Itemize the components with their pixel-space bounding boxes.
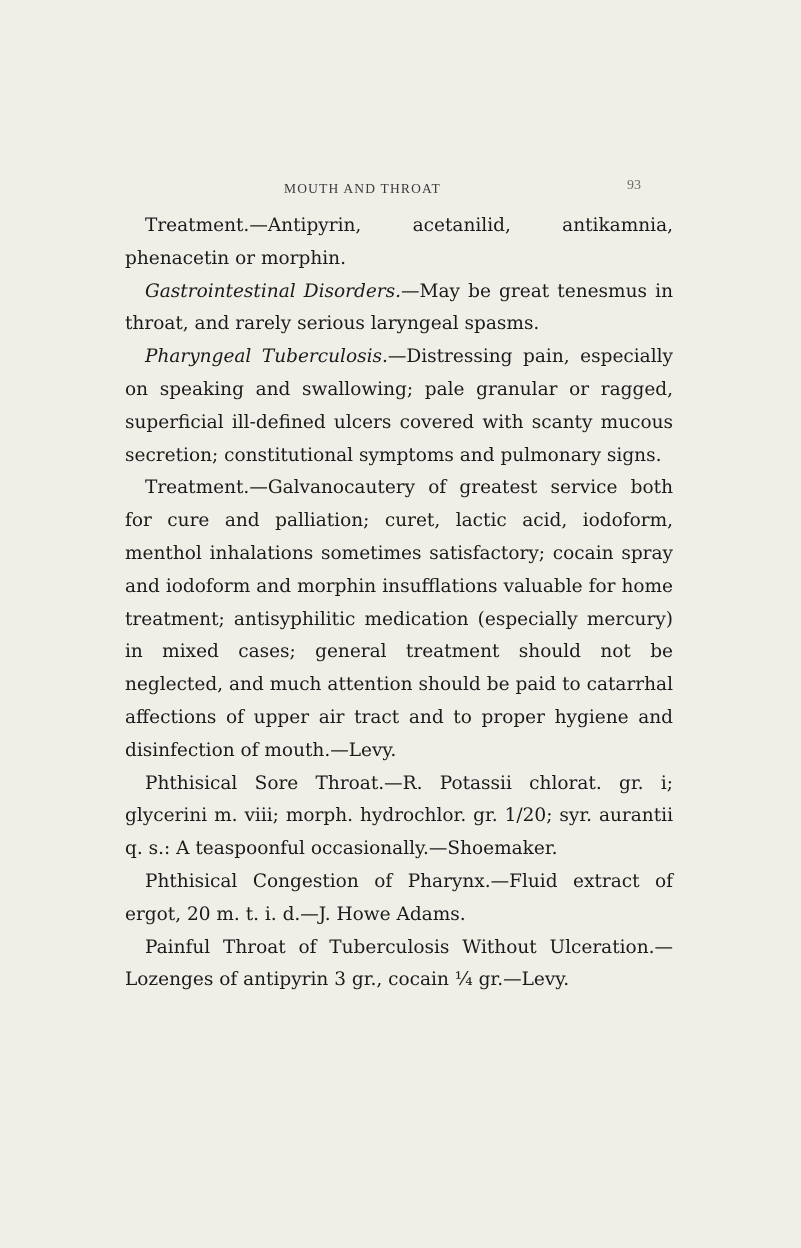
running-title: MOUTH AND THROAT bbox=[284, 181, 441, 196]
paragraph-text: Painful Throat of Tuberculosis Without Ulceration.—Lozenges of antipyrin 3 gr., cocain ¼ gr.—Levy. bbox=[125, 936, 673, 991]
paragraph-text: Phthisical Congestion of Pharynx.—Fluid extract of ergot, 20 m. t. i. d.—J. Howe Adams. bbox=[125, 870, 673, 925]
paragraph-text: —Distressing pain, especially on speaking and swallowing; pale granular or ragged, superficial ill-defined ulcers covered with scanty mucous secretion; constitutional symptoms and pulmonary signs. bbox=[125, 346, 673, 466]
paragraph-gastrointestinal bbox=[125, 276, 673, 342]
paragraph-text: Treatment.—Galvanocautery of greatest service both for cure and palliation; curet, lactic acid, iodoform, menthol inhalations sometimes satisfactory; cocain spray and iodoform and morphin insufflations valuable for home treatment; antisyphilitic medication (especially mercury) in mixed cases; general treatment should not be neglected, and much attention should be paid to catarrhal affections of upper air tract and to proper hygiene and disinfection of mouth.—Levy. bbox=[125, 477, 673, 761]
paragraph-treatment-2 bbox=[125, 472, 673, 767]
paragraph-phthisical-congestion bbox=[125, 866, 673, 932]
paragraph-heading: Gastrointestinal Disorders. bbox=[145, 280, 402, 302]
paragraph-painful-throat bbox=[125, 932, 673, 998]
body-text bbox=[125, 210, 673, 997]
paragraph-text: Phthisical Sore Throat.—R. Potassii chlorat. gr. i; glycerini m. viii; morph. hydrochlor. gr. 1/20; syr. aurantii q. s.: A teaspoonful occasionally.—Shoemaker. bbox=[125, 772, 673, 860]
paragraph-pharyngeal-tuberculosis bbox=[125, 341, 673, 472]
paragraph-text: —May be great tenesmus in throat, and rarely serious laryngeal spasms. bbox=[125, 280, 673, 335]
paragraph-heading: Pharyngeal Tuberculosis. bbox=[145, 346, 388, 368]
paragraph-phthisical-sore-throat bbox=[125, 768, 673, 866]
paragraph-text: Treatment.—Antipyrin, acetanilid, antikamnia, phenacetin or morphin. bbox=[125, 215, 673, 269]
page-number: 93 bbox=[627, 178, 641, 193]
paragraph-treatment-1 bbox=[125, 210, 673, 276]
